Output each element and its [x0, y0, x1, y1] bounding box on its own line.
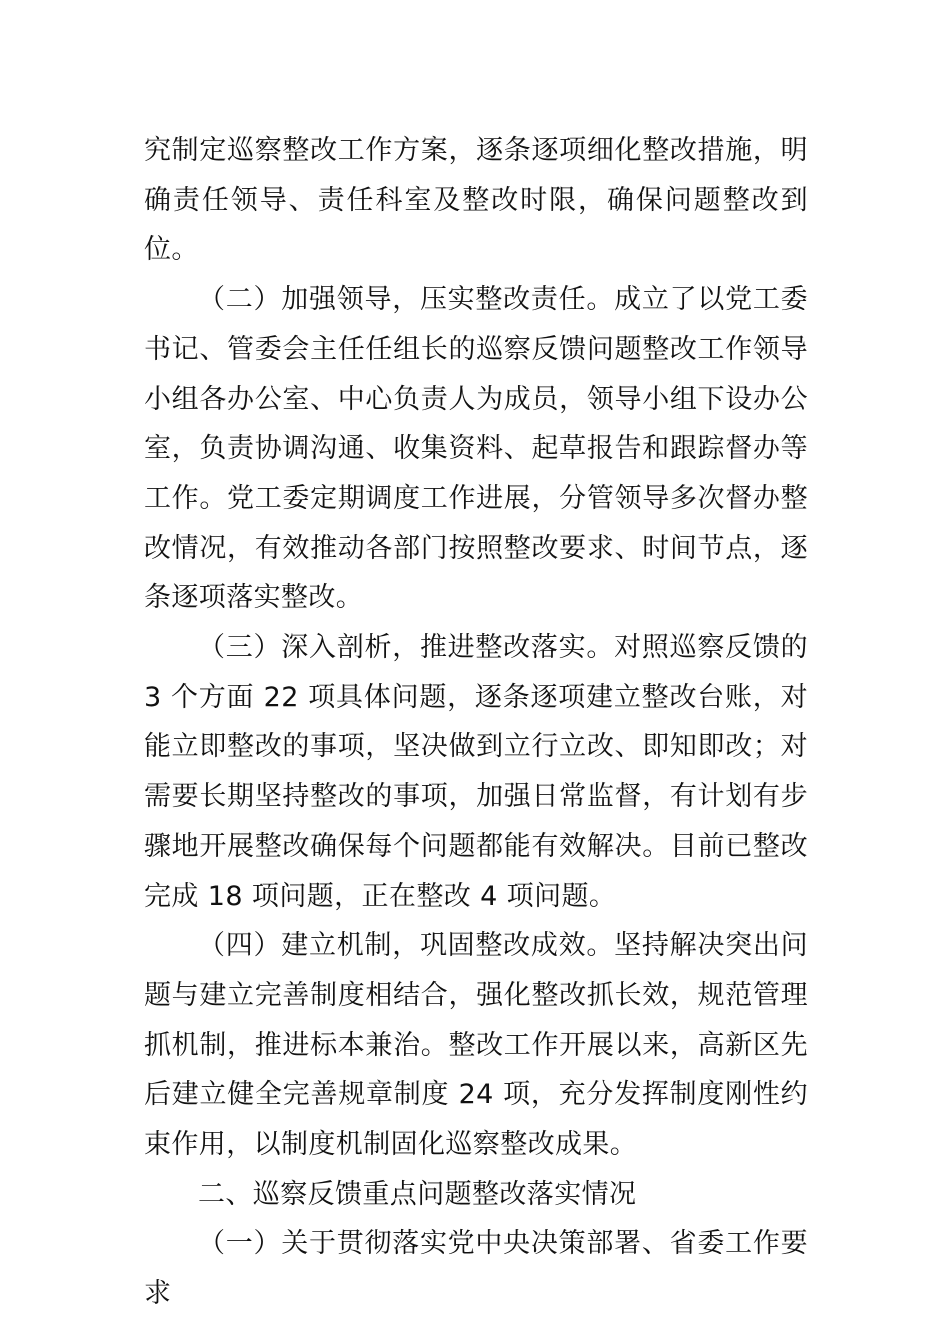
paragraph-central-decisions: （一）关于贯彻落实党中央决策部署、省委工作要求 — [144, 1228, 808, 1310]
paragraph-establish-mechanism: （四）建立机制，巩固整改成效。坚持解决突出问题与建立完善制度相结合，强化整改抓长效，规范管理抓机制，推进标本兼治。整改工作开展以来，高新区先后建立健全完善规章制度 24 项，充分发挥制度刚性约束作用，以制度机制固化巡察整改成果。 — [144, 930, 808, 1161]
section-heading-key-issues: 二、巡察反馈重点问题整改落实情况 — [198, 1178, 637, 1210]
paragraph-in-depth-analysis: （三）深入剖析，推进整改落实。对照巡察反馈的 3 个方面 22 项具体问题，逐条逐项建立整改台账，对能立即整改的事项，坚决做到立行立改、即知即改；对需要长期坚持整改的事项，加强日常监督，有计划有步骤地开展整改确保每个问题都能有效解决。目前已整改完成 18 项问题，正在整改 4 项问题。 — [144, 632, 808, 912]
paragraph-continuation: 究制定巡察整改工作方案，逐条逐项细化整改措施，明确责任领导、责任科室及整改时限，确保问题整改到位。 — [144, 135, 808, 266]
document-body — [144, 126, 808, 1319]
paragraph-strengthen-leadership: （二）加强领导，压实整改责任。成立了以党工委书记、管委会主任任组长的巡察反馈问题整改工作领导小组各办公室、中心负责人为成员，领导小组下设办公室，负责协调沟通、收集资料、起草报告和跟踪督办等工作。党工委定期调度工作进展，分管领导多次督办整改情况，有效推动各部门按照整改要求、时间节点，逐条逐项落实整改。 — [144, 284, 808, 614]
